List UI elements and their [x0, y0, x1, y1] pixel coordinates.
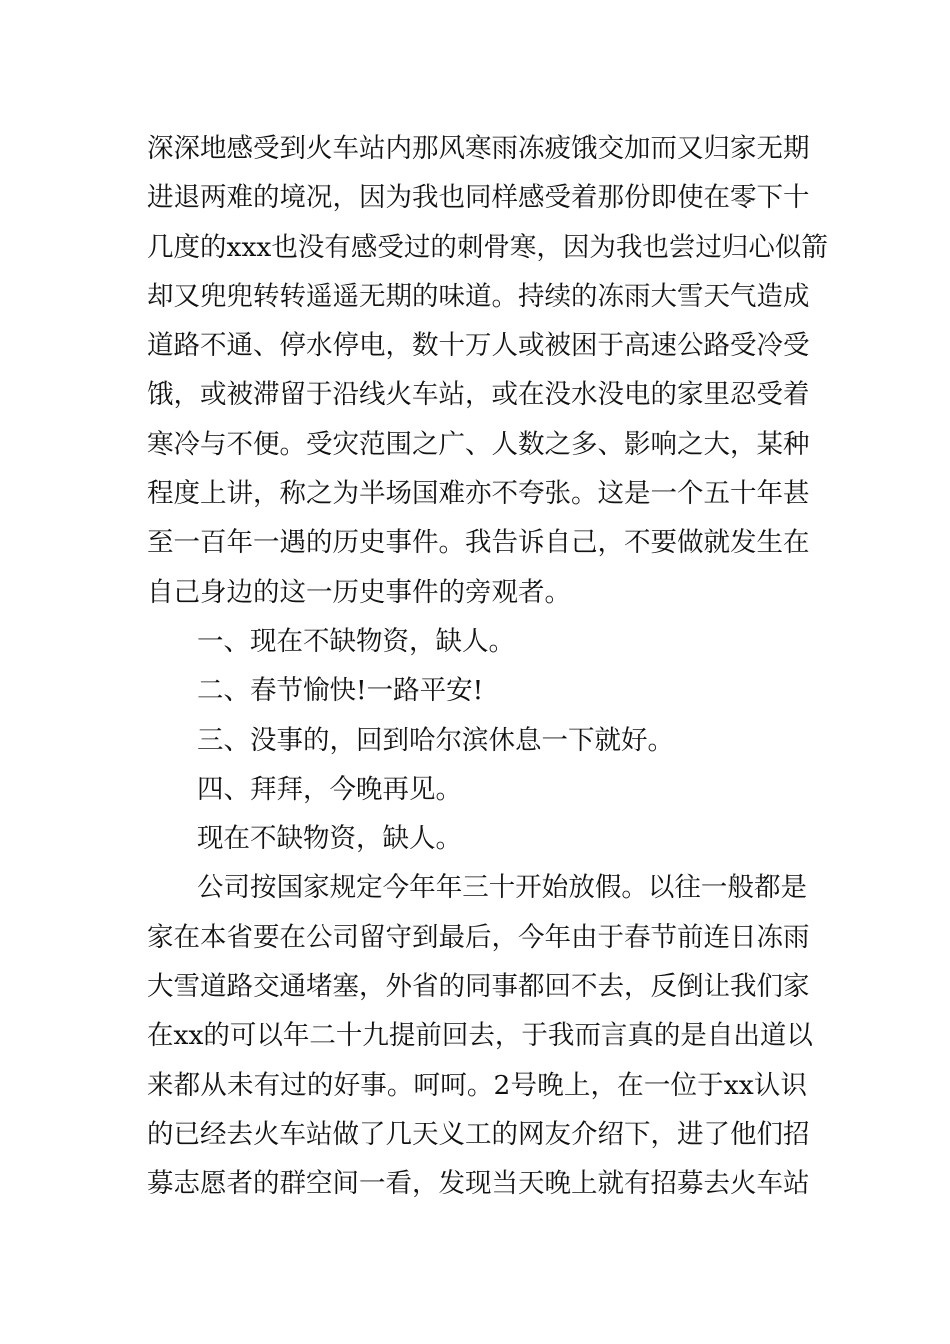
list-item: 三、没事的，回到哈尔滨休息一下就好。 [197, 724, 674, 756]
paragraph-2 [147, 863, 813, 1208]
document-body [147, 124, 828, 1209]
short-paragraph: 现在不缺物资，缺人。 [197, 823, 462, 855]
list-item: 四、拜拜，今晚再见。 [197, 773, 462, 805]
text-line: 进退两难的境况，因为我也同样感受着那份即使在零下十 [147, 182, 810, 214]
text-line: 寒冷与不便。受灾范围之广、人数之多、影响之大，某种 [147, 428, 810, 460]
text-line: 至一百年一遇的历史事件。我告诉自己，不要做就发生在 [147, 527, 810, 559]
text-line: 却又兜兜转转遥遥无期的味道。持续的冻雨大雪天气造成 [147, 280, 810, 312]
text-line: 家在本省要在公司留守到最后，今年由于春节前连日冻雨 [147, 921, 810, 953]
text-line: 饿，或被滞留于沿线火车站，或在没水没电的家里忍受着 [147, 379, 810, 411]
paragraph-1 [147, 124, 828, 617]
text-line: 道路不通、停水停电，数十万人或被困于高速公路受冷受 [147, 330, 810, 362]
text-line: 的已经去火车站做了几天义工的网友介绍下，进了他们招 [147, 1118, 810, 1150]
text-line: 来都从未有过的好事。呵呵。2号晚上，在一位于xx认识 [147, 1069, 807, 1101]
text-line: 几度的xxx也没有感受过的刺骨寒，因为我也尝过归心似箭 [147, 231, 828, 263]
text-line: 大雪道路交通堵塞，外省的同事都回不去，反倒让我们家 [147, 971, 810, 1003]
text-line: 程度上讲，称之为半场国难亦不夸张。这是一个五十年甚 [147, 478, 810, 510]
text-line: 在xx的可以年二十九提前回去，于我而言真的是自出道以 [147, 1020, 813, 1052]
list-item: 一、现在不缺物资，缺人。 [197, 625, 515, 657]
text-line: 自己身边的这一历史事件的旁观者。 [147, 576, 571, 608]
text-line: 募志愿者的群空间一看，发现当天晚上就有招募去火车站 [147, 1168, 810, 1200]
text-line: 公司按国家规定今年年三十开始放假。以往一般都是 [197, 872, 807, 904]
list-item: 二、春节愉快!一路平安! [197, 675, 484, 707]
text-line: 深深地感受到火车站内那风寒雨冻疲饿交加而又归家无期 [147, 133, 810, 164]
numbered-list [147, 617, 807, 814]
